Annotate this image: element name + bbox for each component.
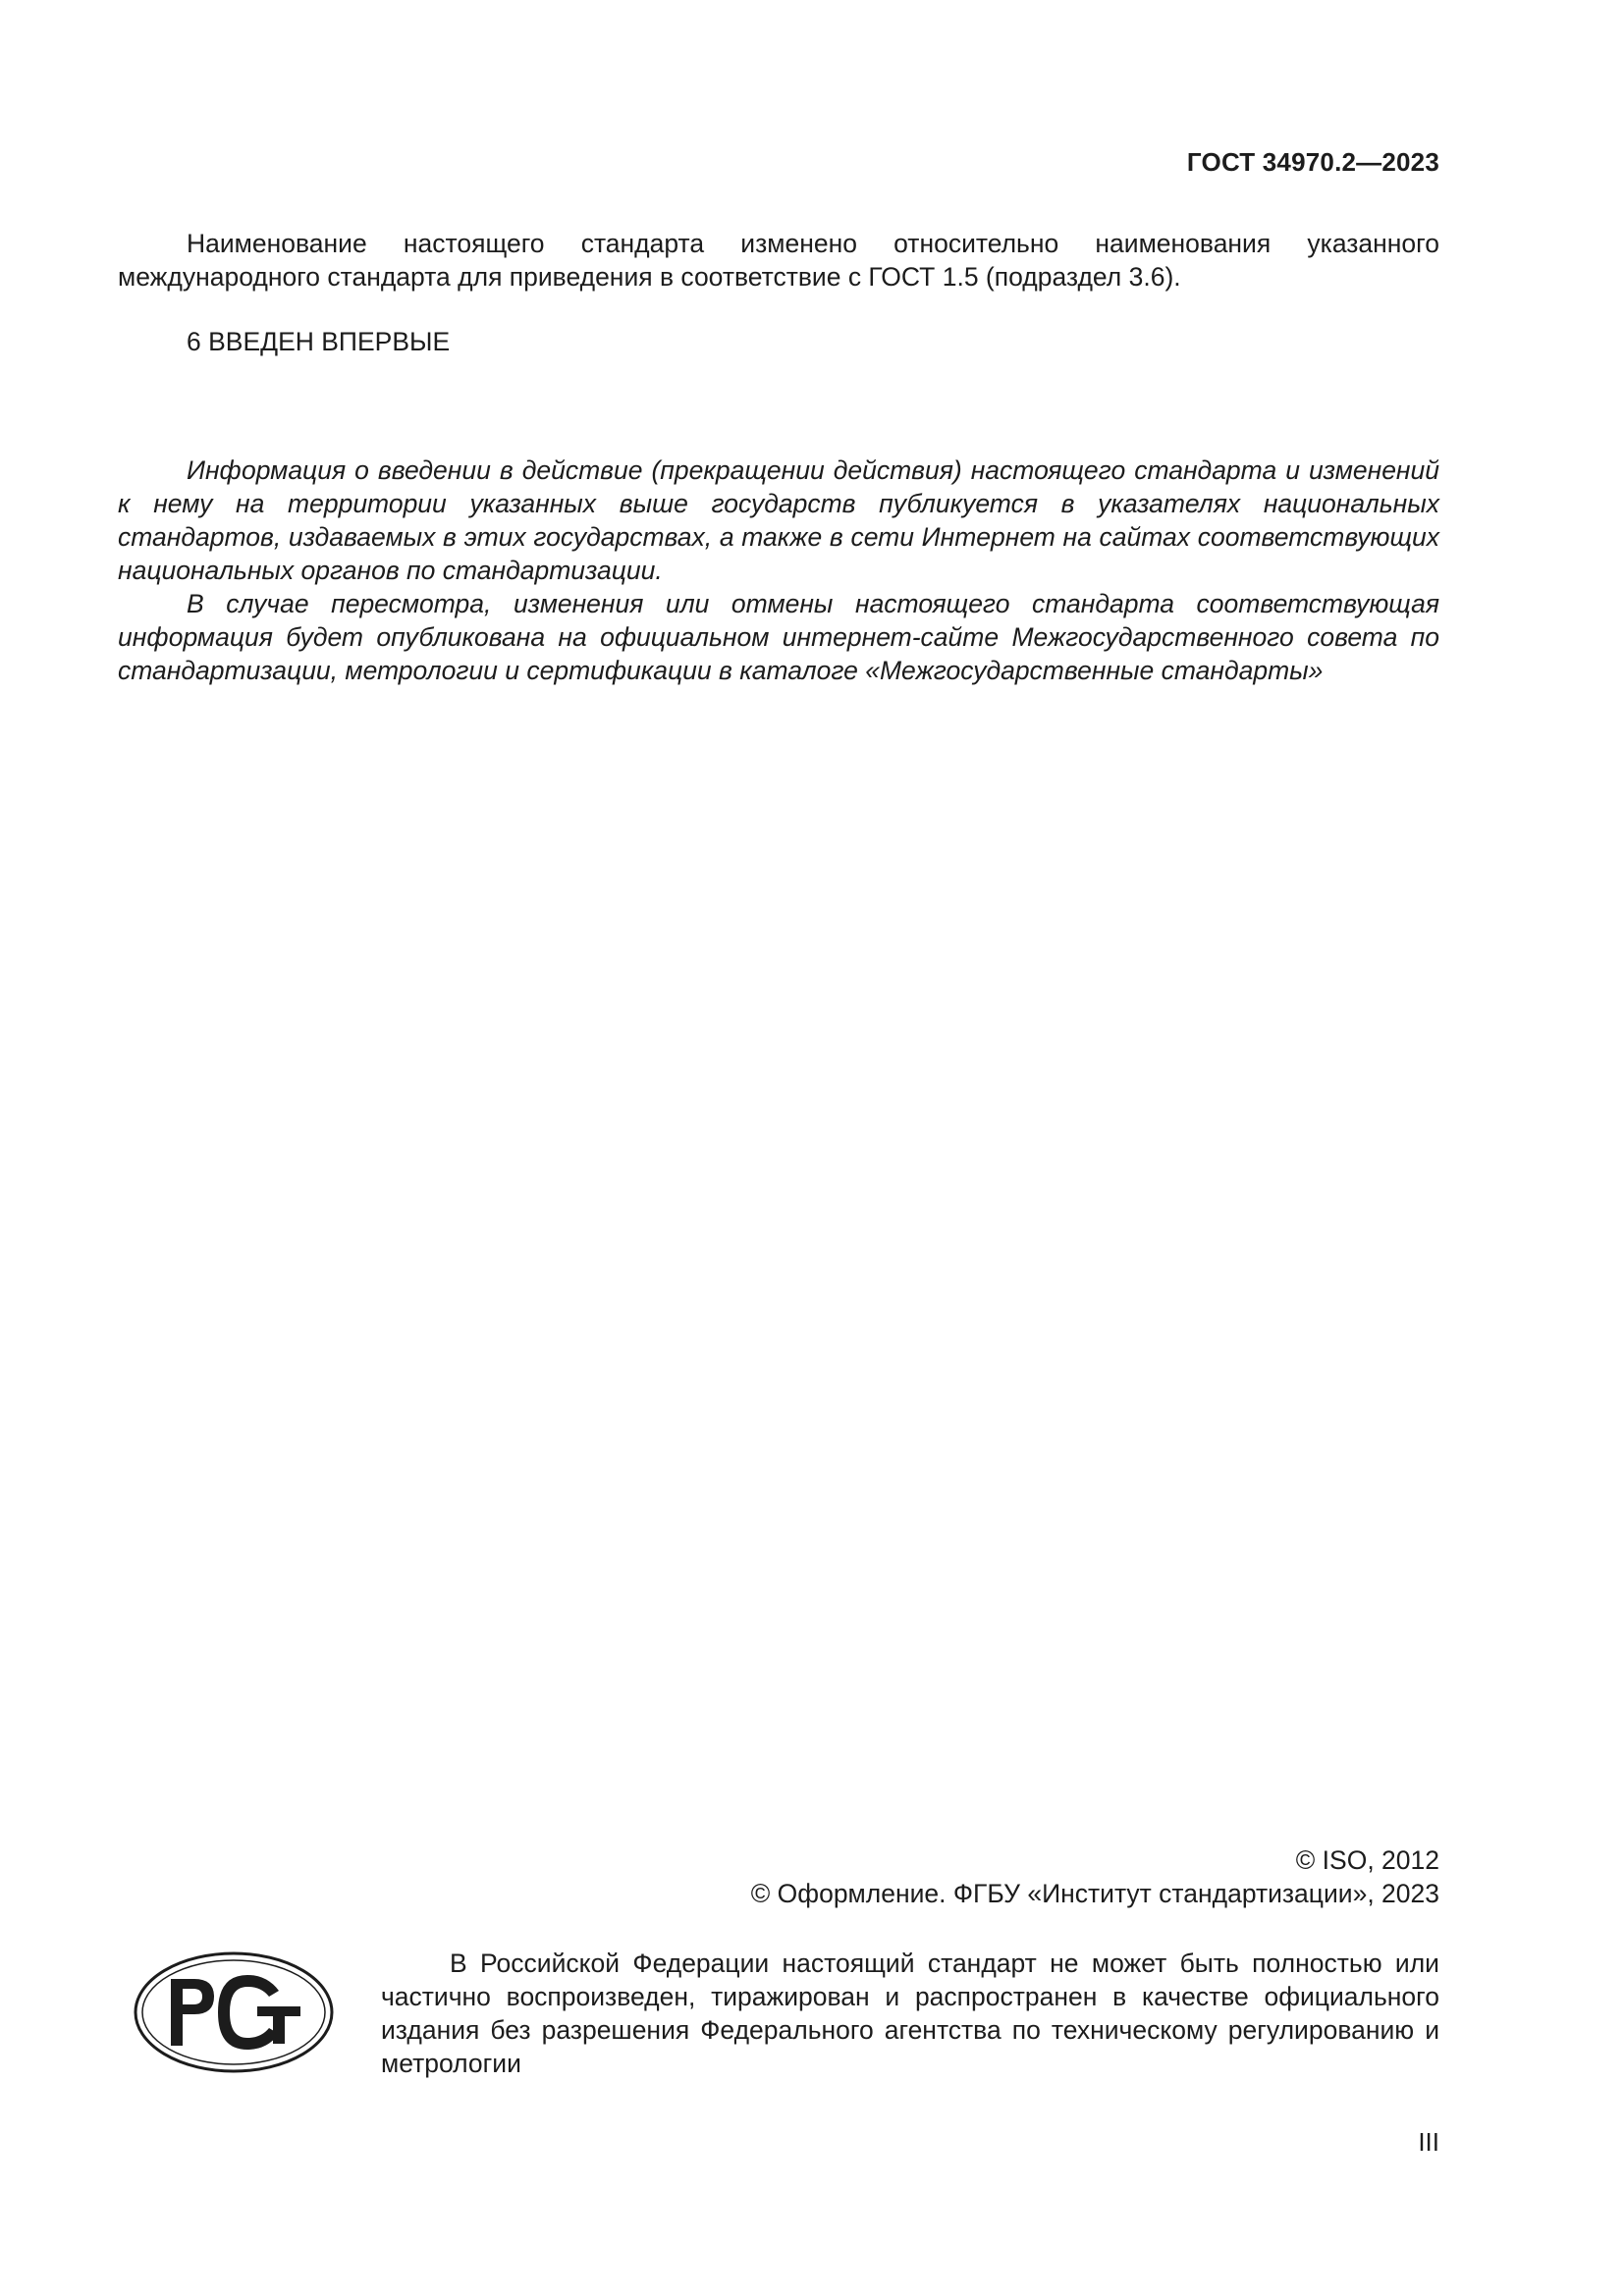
reproduction-notice: В Российской Федерации настоящий стандарт не может быть полностью или частично воспроизведен, тиражирован и распространен в качестве официального издания без разрешения Федерального агентства по техническому регулированию и метрологии [381,1949,1439,2078]
info-paragraph-1: Информация о введении в действие (прекращении действия) настоящего стандарта и изменений к нему на территории указанных выше государств публикуется в указателях национальных стандартов, издаваемых в этих государствах, а также в сети Интернет на сайтах соответствующих национальных органов по стандартизации. [118,455,1439,585]
info-block [118,454,1439,687]
copyright-design: © Оформление. ФГБУ «Институт стандартизации», 2023 [750,1879,1439,1908]
rst-certification-mark-icon [132,1949,336,2075]
copyright-block [751,1843,1439,1910]
copyright-iso: © ISO, 2012 [1295,1845,1439,1875]
naming-note-paragraph: Наименование настоящего стандарта изменено относительно наименования указанного международного стандарта для приведения в соответствие с ГОСТ 1.5 (подраздел 3.6). [118,229,1439,292]
section-6-heading: 6 ВВЕДЕН ВПЕРВЫЕ [187,327,451,356]
document-code: ГОСТ 34970.2—2023 [1186,147,1439,177]
info-paragraph-2: В случае пересмотра, изменения или отмены настоящего стандарта соответствующая информация будет опубликована на официальном интернет-сайте Межгосударственного совета по стандартизации, метрологии и сертификации в каталоге «Межгосударственные стандарты» [118,589,1439,685]
logo-text: РСТ [233,2071,235,2072]
page-number: III [1418,2127,1439,2157]
